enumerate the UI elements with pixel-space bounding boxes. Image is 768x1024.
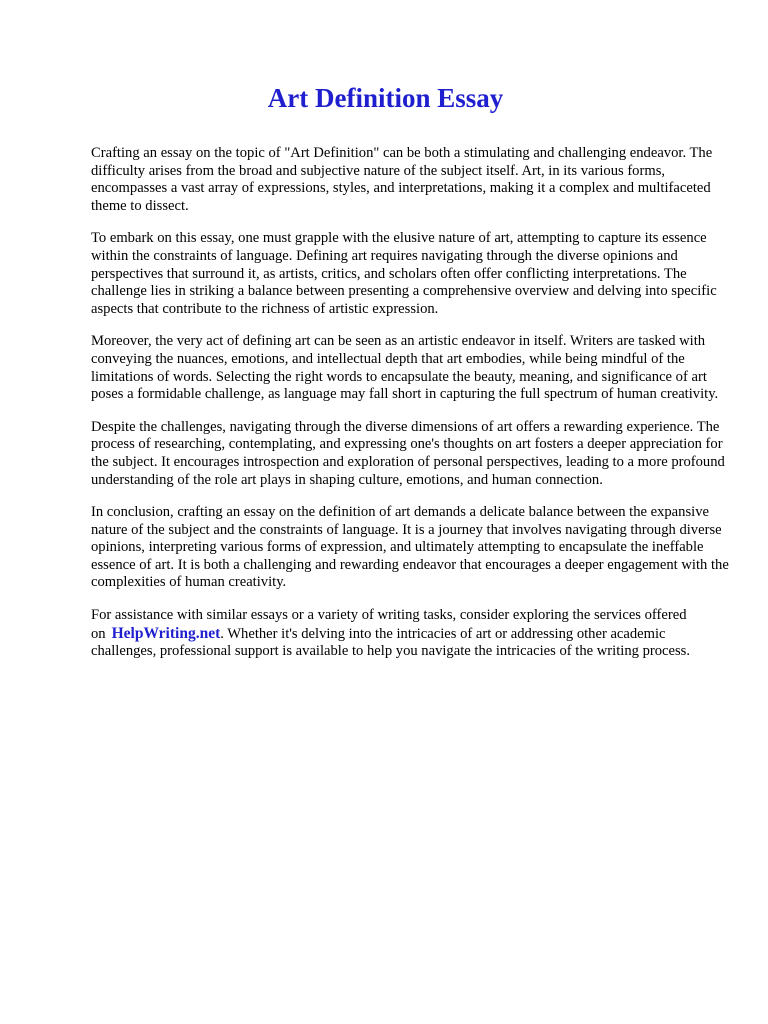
page-title: Art Definition Essay: [267, 83, 504, 113]
helpwriting-link[interactable]: HelpWriting.net: [111, 624, 221, 642]
paragraph-2: To embark on this essay, one must grapple with the elusive nature of art, attempting to capture its essence within the constraints of language. Defining art requires navigating through the diverse opinions and perspectives that surround it, as artists, critics, and scholars often offer conflicting interpretations. The challenge lies in striking a balance between presenting a comprehensive overview and delving into specific aspects that contribute to the richness of artistic expression.: [91, 230, 717, 317]
closing-paragraph: [91, 607, 731, 661]
paragraph-4: Despite the challenges, navigating through the diverse dimensions of art offers a rewarding experience. The process of researching, contemplating, and expressing one's thoughts on art fosters a deeper appreciation for the subject. It encourages introspection and exploration of personal perspectives, leading to a more profound understanding of the role art plays in shaping culture, emotions, and human connection.: [91, 418, 725, 488]
closing-text-after-link: . Whether it's delving into the intricacies of art or addressing other academic challenges, professional support is available to help you navigate the intricacies of the writing process.: [91, 625, 690, 660]
paragraph-5: In conclusion, crafting an essay on the definition of art demands a delicate balance between the expansive nature of the subject and the constraints of language. It is a journey that involves navigating through diverse opinions, interpreting various forms of expression, and ultimately attempting to encapsulate the ineffable essence of art. It is both a challenging and rewarding endeavor that encourages a deeper engagement with the complexities of human creativity.: [91, 504, 729, 591]
closing-text-before-link: For assistance with similar essays or a variety of writing tasks, consider exploring the services offered on: [91, 607, 687, 642]
paragraph-3: Moreover, the very act of defining art can be seen as an artistic endeavor in itself. Writers are tasked with conveying the nuances, emotions, and intellectual depth that art embodies, while being mindful of the limitations of words. Selecting the right words to encapsulate the beauty, meaning, and significance of art poses a formidable challenge, as language may fall short in capturing the full spectrum of human creativity.: [91, 333, 719, 403]
paragraph-1: Crafting an essay on the topic of "Art Definition" can be both a stimulating and challenging endeavor. The difficulty arises from the broad and subjective nature of the subject itself. Art, in its various forms, encompasses a vast array of expressions, styles, and interpretations, making it a complex and multifaceted theme to dissect.: [91, 145, 713, 214]
